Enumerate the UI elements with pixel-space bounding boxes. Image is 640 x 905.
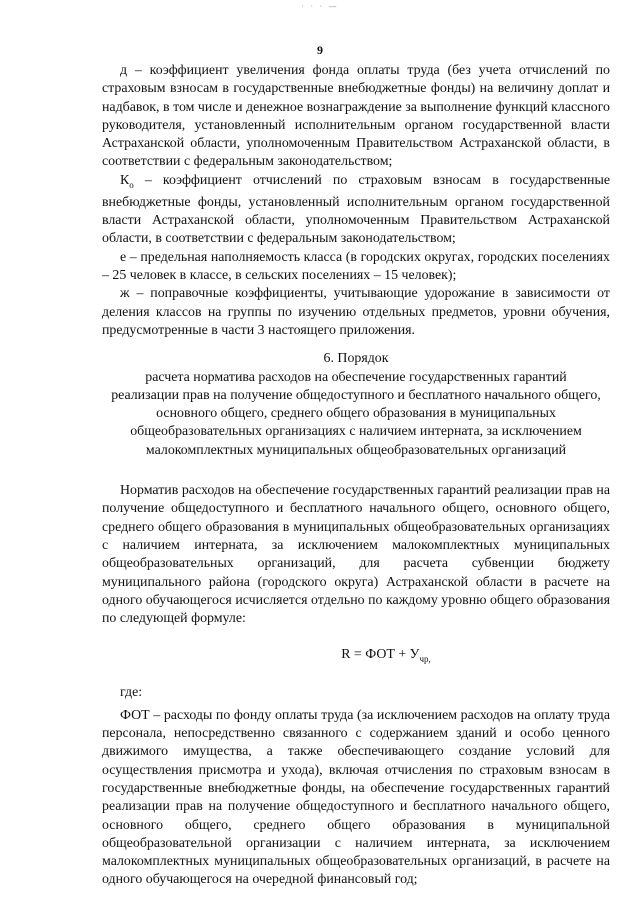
formula-main: R = ФОТ + У — [341, 647, 420, 663]
section-number: 6. Порядок — [323, 351, 389, 367]
page-number: 9 — [317, 43, 323, 57]
section-title-line: основного общего, среднего общего образования в муниципальных — [156, 406, 556, 422]
paragraph-e: е – предельная наполняемость класса (в городских округах, городских поселениях – 25 человек в классе, в сельских поселениях – 15 человек); — [102, 249, 610, 284]
ko-text: – коэффициент отчислений по страховым взносам в государственные внебюджетные фонды, установленный исполнительным органом государственной власти Астраханской области, уполномоченным Правительством Астраханской области, в соответствии с федеральным законодательством; — [102, 172, 610, 247]
section-title-line: расчета норматива расходов на обеспечение государственных гарантий — [145, 369, 567, 385]
scan-mark: · · · — — [301, 2, 339, 11]
paragraph-zh: ж – поправочные коэффициенты, учитывающие удорожание в зависимости от деления классов на группы по изучению отдельных предметов, уровни обучения, предусмотренные в части 3 настоящего приложения. — [102, 286, 610, 338]
paragraph-d: д – коэффициент увеличения фонда оплаты труда (без учета отчислений по страховым взносам в государственные внебюджетные фонды) на величину доплат и надбавок, в том числе и денежное вознаграждение за выполнение функций классного руководителя, установленный исполнительным органом государственной власти Астраханской области, уполномоченным Правительством Астраханской области, в соответствии с федеральным законодательством; — [102, 63, 610, 170]
fot-paragraph: ФОТ – расходы по фонду оплаты труда (за исключением расходов на оплату труда персонала, непосредственно связанного с содержанием зданий и особо ценного движимого имущества, а также обеспечивающего создание условий для осуществления присмотра и ухода), включая отчисления по страховым взносам в государственные внебюджетные фонды, на обеспечение государственных гарантий реализации прав на получение общедоступного и бесплатного начального общего, основного общего, среднего общего образования в муниципальной общеобразовательной организации с наличием интерната, за исключением малокомплектных муниципальных общеобразовательных организаций, в расчете на одного обучающегося на очередной финансовый год; — [102, 707, 610, 888]
formula — [102, 646, 610, 668]
ko-subscript: о — [129, 179, 134, 190]
body-text — [102, 62, 610, 890]
section-title-line: общеобразовательных организациях с наличием интерната, за исключением — [130, 424, 582, 440]
section-title — [102, 369, 610, 460]
where-label: где: — [120, 685, 143, 701]
formula-subscript: чр, — [419, 654, 431, 665]
section-title-line: реализации прав на получение общедоступного и бесплатного начального общего, — [111, 387, 601, 403]
ko-symbol: К — [120, 172, 130, 188]
section-title-line: малокомплектных муниципальных общеобразовательных организаций — [145, 442, 567, 458]
paragraph-ko — [102, 172, 610, 249]
intro-paragraph: Норматив расходов на обеспечение государственных гарантий реализации прав на получение общедоступного и бесплатного начального общего, основного общего, среднего общего образования в муниципальных общеобразовательных организациях с наличием интерната, за исключением малокомплектных муниципальных общеобразовательных организаций, для расчета субвенции бюджету муниципального района (городского округа) Астраханской области в расчете на одного обучающегося исчисляется отдельно по каждому уровню общего образования по следующей формуле: — [102, 483, 610, 627]
